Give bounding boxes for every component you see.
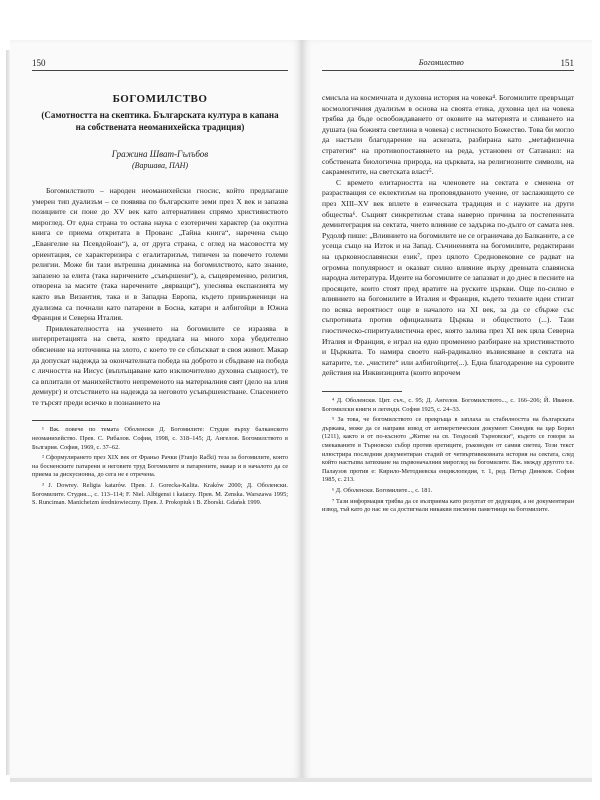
footnote-rule (32, 420, 112, 421)
footnote-rule (322, 391, 402, 392)
author-affiliation: (Варшава, ПАН) (131, 161, 189, 170)
body-paragraph: Богомилството – народен неоманихейски гносис, който предлагаше умерен тип дуализъм – се появява по българските земи през X век и запазва позициите си поне до XV век като алтернативен спрямо християнството мироглед. От една страна то остава наука с езотеричен характер (за окултна книга се приема откритата в Прованс „Тайна книга“, наречена също „Евангелие на Псевдойоан“), а, от друга страна, с оглед на масовостта му ориентация, се характеризира с егалитаризъм, типичен за повечето големи религии. Може би тази вътрешна динамика на богомилството, като знание, запазено за елита (така наричените „съвършени“), а, същевременно, религия, отворена за масите (така наречените „вярващи“), улеснява експанзията му както във Византия, така и в Западна Европа, където привърженици на дуализма са почнали като патарени в Босна, катари и албигойци в Южна Франция и Северна Италия. (32, 186, 288, 323)
page-number-left: 150 (32, 58, 46, 68)
right-folio (322, 58, 574, 71)
footnotes-right (322, 397, 574, 515)
left-page (10, 40, 302, 780)
footnote: ³ J. Dowrey. Religia katarów. Прев. J. Gorecka-Kalita. Kraków 2000; Д. Оболенски. Богомилите. Студия..., с. 113–114; F. Niel. Albigensi i katarzy. Прев. M. Zenska. Warszawa 1995; S. Runciman. Manicheizm średniowieczny. Прев. J. Prokopiuk i B. Zborski. Gdańsk 1999. (32, 482, 288, 507)
body-paragraph: Привлекателността на учението на богомилите се изразява в интерпретацията на света, която предлага на много хора убедително обяснение на източника на злото, с което те се сблъскват в своя живот. Макар да допускат надежда за окончателната победа на доброто и сбъдване на победа с личността на Иисус (въплъщаване като изключително духовна същност), те са вплитали от манихейството непременото на материалния свят (дело на злия демиург) и отсъствието на надежда за неговото усъвършенстване. Спасението те търсят преди всичко в познанието на (32, 323, 288, 407)
body-paragraph: смисъла на космичната и духовна история на човека⁴. Богомилите превръщат космологичния дуализъм в основа на своята етика, духовна цел на човека трябва да бъде освобождаването от оковите на материята и сливането на душата (на божията светлина в човека) с истинското Божество. Това би могло да настъпи благодарение на аскезата, разбирана като „метафизична стратегия“ на противопоставянето на реда, установен от Сатанаил: на собствената биологична природа, на църквата, на религиозните символи, на сакраментите, на светската власт⁵. (322, 93, 574, 177)
running-header: Богомилство (418, 58, 464, 67)
footnote: ⁴ Д. Оболенски. Цит. съч., с. 95; Д. Ангелов. Богомилството..., с. 166–206; Й. Иванов. Богомилски книги и легенди. София 1925, с. 24–33. (322, 397, 574, 413)
footnotes-left (32, 426, 288, 507)
body-paragraph: С времето елитарността на членовете на сектата е сменена от разрастващия се еклектизъм на проповядваното учение, от заслажището се през XIII–XV век вплете в езическата традиция и с науките на други общества⁶. Същият синкретизъм става наверно причина за постепенната деминтеграция на сектата, чието влияние се задържа по-дълго от самата нея. Рудолф пише: „Влиянието на богомилите не се ограничава до Балканите, а се усеща също на Изток и на Запад. Съчиненията на богомилите, редактирани на църковнославянски език⁷, през цялото Средновековие се радват на огромна популярност и оказват силно влияние върху древната славянска народна литература. Идеите на богомилите се запазват и до днес в песните на просяците, които стоят пред вратите на руските църкви. Още по-силно е влиянието на богомилите в Италия и Франция, където техните идеи стигат по всяка вероятност още в началото на XI век, за да се сбърже със съпротивата против официалната Църква и обществото (...). Тази гностическо-спиритуалистична ерес, която залива през XI век цяла Северна Италия и Франция, е играл на едно променено разбиране на християнството и Църквата. То намира своето най-радикално възвисяване в сектата на катарите, т.е. „чистите“ или албигойците(...). Една благодарение на суровите действия на Инквизицията (които впрочем (322, 177, 574, 378)
article-title: БОГОМИЛСТВО (112, 93, 208, 105)
footnote: ² Сформулирането през XIX век от Франьо Рачки (Franjo Rački) тезa за богомилите, които на босненските патарени и неговите труд Богомилите и патарените, макар и в началото да се приема за дискусионна, до сега не е отречена. (32, 454, 288, 479)
article-subtitle: (Самотността на скептика. Българската култура в капана на собствената неоманихейска традиция) (41, 110, 279, 132)
page-number-right: 151 (560, 58, 574, 68)
page-stack-bottom (10, 778, 592, 782)
footnote: ⁷ Тази информация трябва да се възприема като резултат от дедукция, а не документиран извод, тъй като до нас не са достигнали никакви писмени паметници на богомилите. (322, 497, 574, 514)
author-name: Гражина Шват-Гълъбов (111, 149, 209, 159)
open-book (10, 40, 592, 780)
left-folio (32, 58, 288, 71)
footnote: ⁶ Д. Оболенски. Богомилите..., с. 181. (332, 486, 433, 494)
footnote: ¹ Вж. повече по темата Оболенски Д. Богомилите: Студия върху балканското неоманихейство. Прев. С. Рибалов. София, 1998, с. 318–145; Д. Ангелов. Богомилството в България. София, 1969, с. 37–62. (32, 426, 288, 451)
footnote: ⁵ За това, че богомилството се прекръща в заплаха за стабилността на българската държава, може да се направи извод от антиеретическия документ Синодик на цар Борил (1211), както и от по-късното „Житие на св. Теодосий Търновски“, където се говори за смекаваните в Търновско събор против еретиците, ръководен от самия светец. Този текст илюстрира последния документиран стадий от четвъртивековната история на сектата, след който настъпва затихване на първоначалния мироглед на богомилите. Вж. между другото т.е. Палаузов против е: Кирило-Методиевска енциклопедия, т. 1, ред. Петър Динеков. София 1985, с. 213. (322, 416, 574, 484)
right-page (302, 40, 592, 780)
